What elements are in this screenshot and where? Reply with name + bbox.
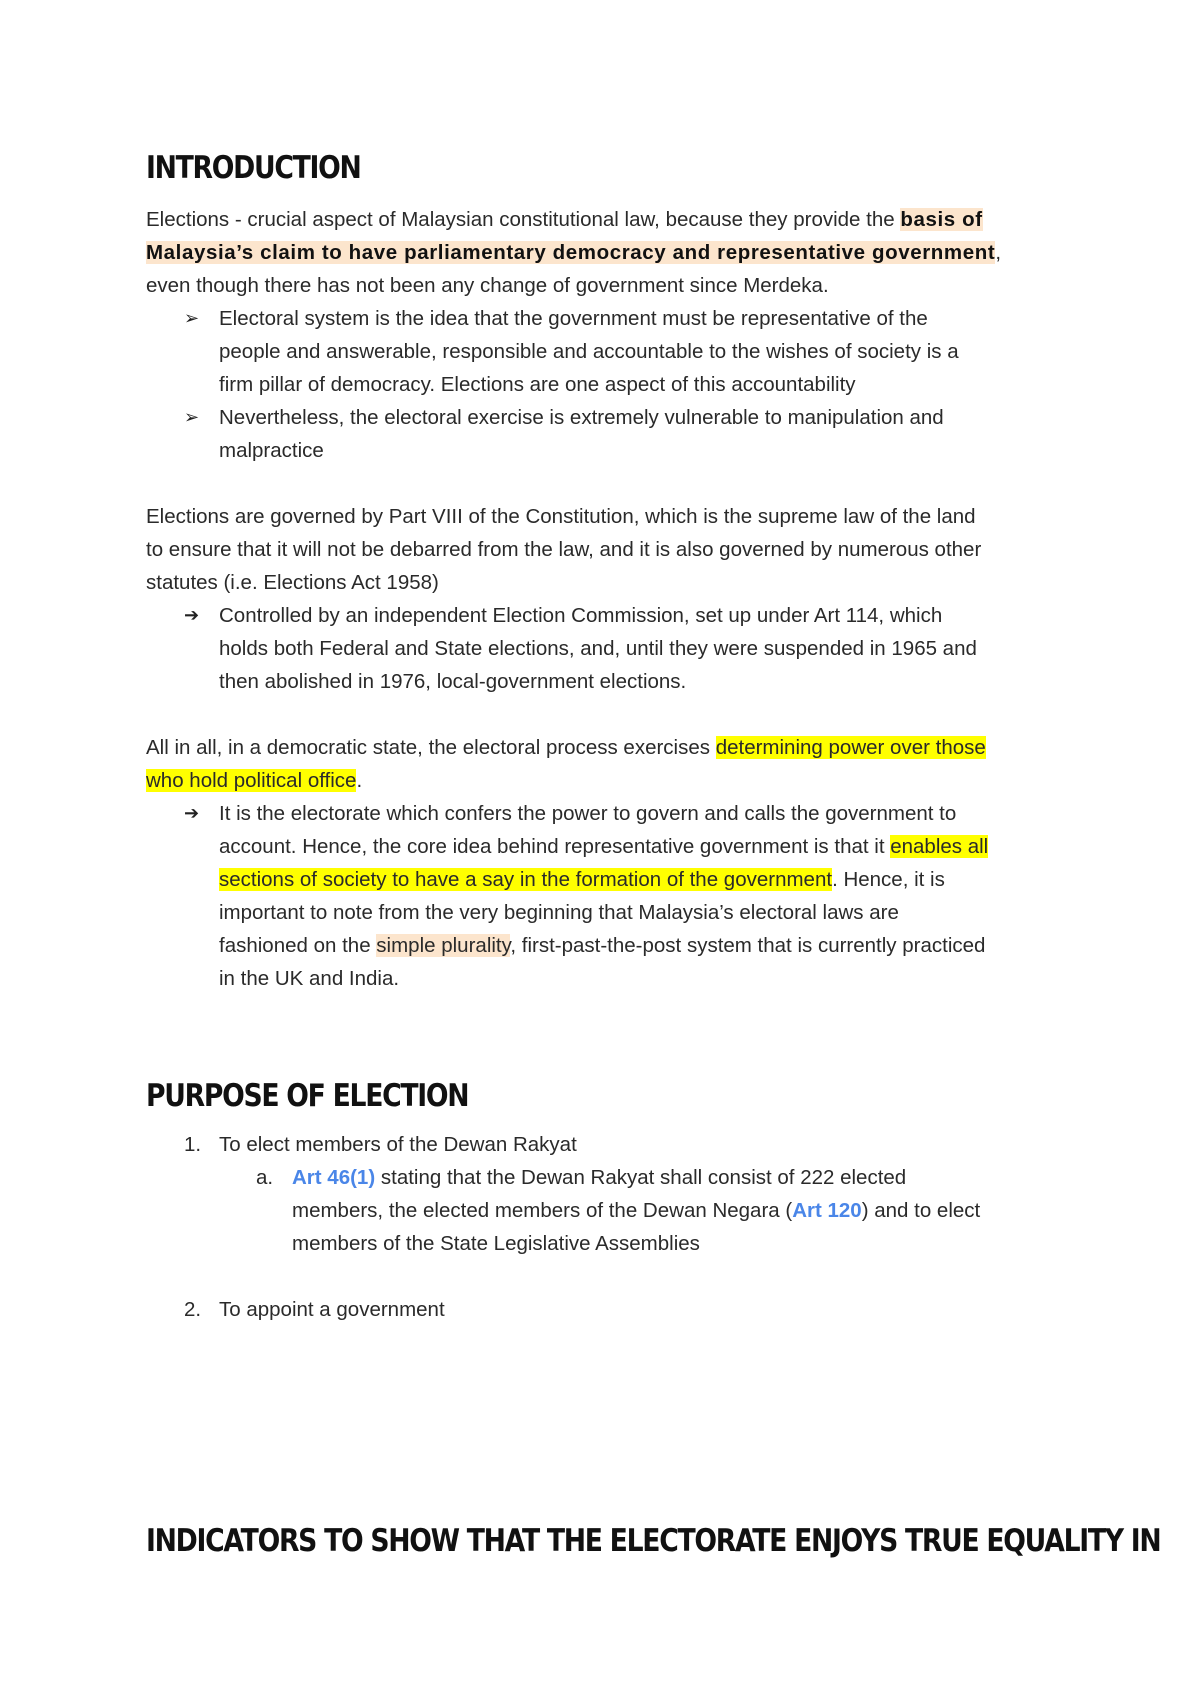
heading-introduction: INTRODUCTION	[146, 150, 361, 186]
bullet-4-line-4: important to note from the very beginning that Malaysia’s electoral laws are	[219, 901, 899, 924]
bullet-2-line-2: malpractice	[219, 439, 324, 462]
bullet-3-line-3: then abolished in 1976, local-government elections.	[219, 670, 687, 693]
period: .	[356, 769, 363, 792]
highlight-political-office: who hold political office	[146, 769, 357, 792]
highlight-claim: Malaysia’s claim to have parliamentary democracy and representative government	[146, 241, 996, 264]
link-art-120[interactable]: Art 120	[792, 1199, 862, 1222]
purpose-sub-a-line-1	[292, 1161, 906, 1194]
highlight-determining-power: determining power over those	[715, 736, 986, 759]
arrowhead-bullet-icon: ➢	[184, 407, 200, 427]
heading-indicators: INDICATORS TO SHOW THAT THE ELECTORATE ENJOYS TRUE EQUALITY IN	[146, 1523, 1161, 1559]
intro-text: Elections - crucial aspect of Malaysian constitutional law, because they provide the	[146, 208, 901, 231]
intro-paragraph-line-2	[146, 236, 1001, 269]
bullet-1-line-1: Electoral system is the idea that the government must be representative of the	[219, 307, 928, 330]
highlight-simple-plurality: simple plurality	[376, 934, 511, 957]
heading-purpose-of-election: PURPOSE OF ELECTION	[146, 1078, 469, 1114]
list-number-1: 1.	[184, 1133, 202, 1156]
bullet-4-line-3	[219, 863, 945, 896]
bullet-3-line-2: holds both Federal and State elections, and, until they were suspended in 1965 and	[219, 637, 977, 660]
bullet-4-text: , first-past-the-post system that is currently practiced	[510, 934, 986, 957]
arrow-bullet-icon: ➔	[184, 803, 200, 823]
intro-paragraph-line-1	[146, 203, 983, 236]
p2-line-2: to ensure that it will not be debarred from the law, and it is also governed by numerous other	[146, 538, 982, 561]
purpose-sub-a-line-2	[292, 1194, 980, 1227]
list-letter-a: a.	[256, 1166, 274, 1189]
purpose-item-2: To appoint a government	[219, 1298, 445, 1321]
bullet-4-line-2	[219, 830, 988, 863]
purpose-item-1: To elect members of the Dewan Rakyat	[219, 1133, 577, 1156]
bullet-2-line-1: Nevertheless, the electoral exercise is extremely vulnerable to manipulation and	[219, 406, 944, 429]
bullet-4-text: account. Hence, the core idea behind representative government is that it	[219, 835, 891, 858]
arrow-bullet-icon: ➔	[184, 605, 200, 625]
p3-text: All in all, in a democratic state, the electoral process exercises	[146, 736, 716, 759]
bullet-4-line-6: in the UK and India.	[219, 967, 400, 990]
bullet-1-line-3: firm pillar of democracy. Elections are one aspect of this accountability	[219, 373, 856, 396]
p3-line-1	[146, 731, 986, 764]
p2-line-3: statutes (i.e. Elections Act 1958)	[146, 571, 439, 594]
bullet-4-line-5	[219, 929, 985, 962]
sub-a-text: stating that the Dewan Rakyat shall consist of 222 elected	[375, 1166, 907, 1189]
purpose-sub-a-line-3: members of the State Legislative Assemblies	[292, 1232, 700, 1255]
bullet-3-line-1: Controlled by an independent Election Commission, set up under Art 114, which	[219, 604, 943, 627]
arrowhead-bullet-icon: ➢	[184, 308, 200, 328]
link-art-46-1[interactable]: Art 46(1)	[292, 1166, 376, 1189]
highlight-enables-all: enables all	[890, 835, 989, 858]
bullet-4-line-1: It is the electorate which confers the power to govern and calls the government to	[219, 802, 957, 825]
p2-line-1: Elections are governed by Part VIII of the Constitution, which is the supreme law of the land	[146, 505, 976, 528]
list-number-2: 2.	[184, 1298, 202, 1321]
highlight-sections-of-society: sections of society to have a say in the formation of the government	[219, 868, 833, 891]
intro-paragraph-line-3: even though there has not been any change of government since Merdeka.	[146, 274, 829, 297]
bullet-1-line-2: people and answerable, responsible and accountable to the wishes of society is a	[219, 340, 959, 363]
bullet-4-text: . Hence, it is	[832, 868, 945, 891]
sub-a-text: members, the elected members of the Dewan Negara (	[292, 1199, 793, 1222]
comma: ,	[995, 241, 1002, 264]
sub-a-text: ) and to elect	[861, 1199, 981, 1222]
p3-line-2	[146, 764, 362, 797]
highlight-basis-of: basis of	[900, 208, 983, 231]
bullet-4-text: fashioned on the	[219, 934, 377, 957]
